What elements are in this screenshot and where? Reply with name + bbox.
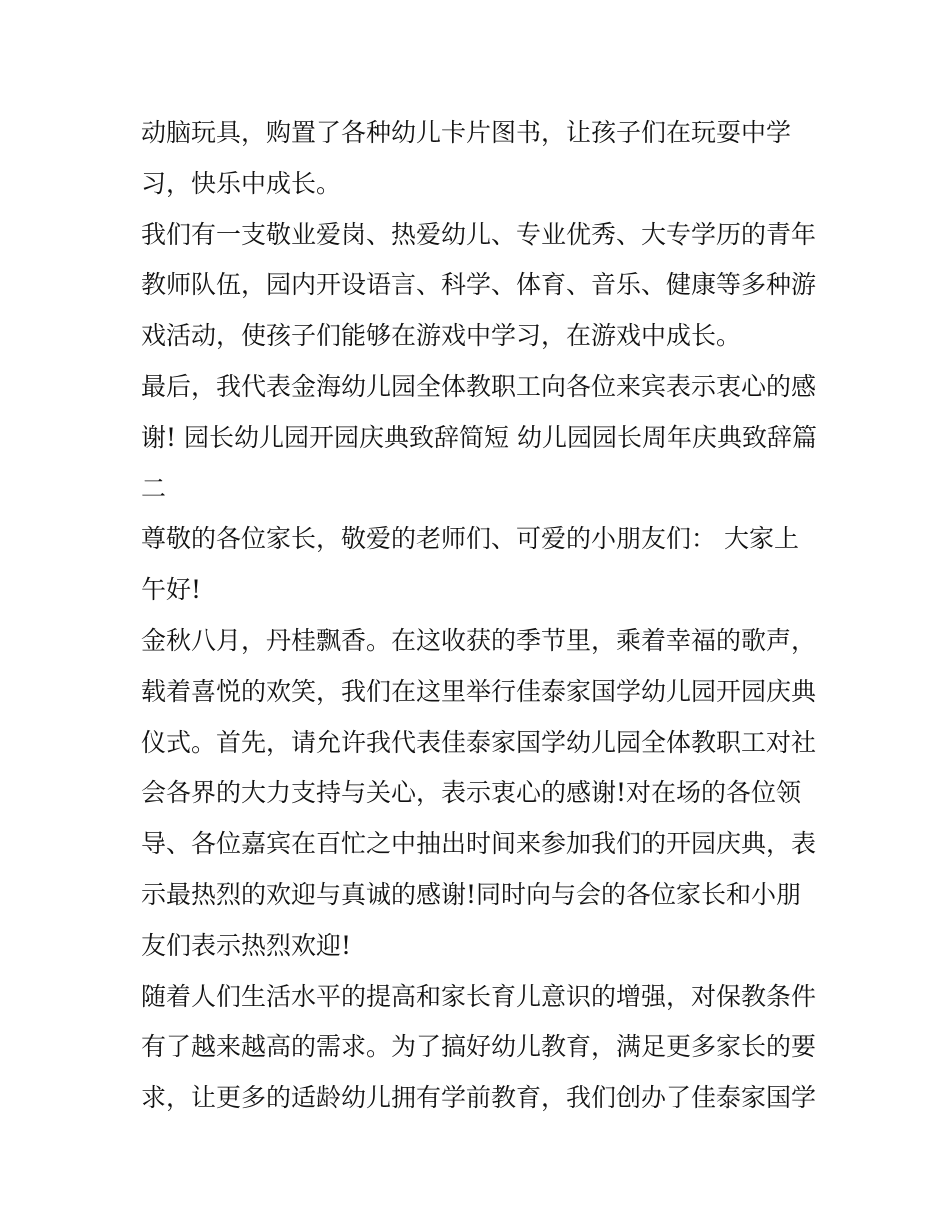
text-line: 友们表示热烈欢迎!	[141, 930, 352, 960]
text-line: 有了越来越高的需求。为了搞好幼儿教育，满足更多家长的要	[141, 1032, 817, 1062]
text-line: 午好!	[141, 575, 202, 605]
text-line: 金秋八月，丹桂飘香。在这收获的季节里，乘着幸福的歌声，	[141, 625, 817, 655]
text-line: 教师队伍，园内开设语言、科学、体育、音乐、健康等多种游	[141, 270, 817, 300]
text-line: 示最热烈的欢迎与真诚的感谢!同时向与会的各位家长和小朋	[141, 879, 802, 909]
text-line: 动脑玩具，购置了各种幼儿卡片图书，让孩子们在玩耍中学	[141, 118, 792, 147]
text-line: 导、各位嘉宾在百忙之中抽出时间来参加我们的开园庆典，表	[141, 829, 817, 859]
text-line: 习，快乐中成长。	[141, 168, 342, 198]
text-line: 戏活动，使孩子们能够在游戏中学习，在游戏中成长。	[141, 321, 742, 351]
text-line: 我们有一支敬业爱岗、热爱幼儿、专业优秀、大专学历的青年	[141, 219, 817, 249]
text-line: 最后，我代表金海幼儿园全体教职工向各位来宾表示衷心的感	[141, 371, 817, 401]
text-line: 求，让更多的适龄幼儿拥有学前教育，我们创办了佳泰家国学	[141, 1083, 817, 1113]
text-line: 载着喜悦的欢笑，我们在这里举行佳泰家国学幼儿园开园庆典	[141, 676, 817, 706]
document-text	[141, 108, 816, 1124]
text-line: 尊敬的各位家长，敬爱的老师们、可爱的小朋友们： 大家上	[141, 524, 799, 554]
text-line: 谢! 园长幼儿园开园庆典致辞简短 幼儿园园长周年庆典致辞篇	[141, 422, 817, 452]
text-line: 仪式。首先，请允许我代表佳泰家国学幼儿园全体教职工对社	[141, 727, 817, 757]
text-line: 随着人们生活水平的提高和家长育儿意识的增强，对保教条件	[141, 981, 817, 1011]
text-line: 会各界的大力支持与关心，表示衷心的感谢!对在场的各位领	[141, 778, 802, 808]
text-line: 二	[141, 473, 167, 503]
